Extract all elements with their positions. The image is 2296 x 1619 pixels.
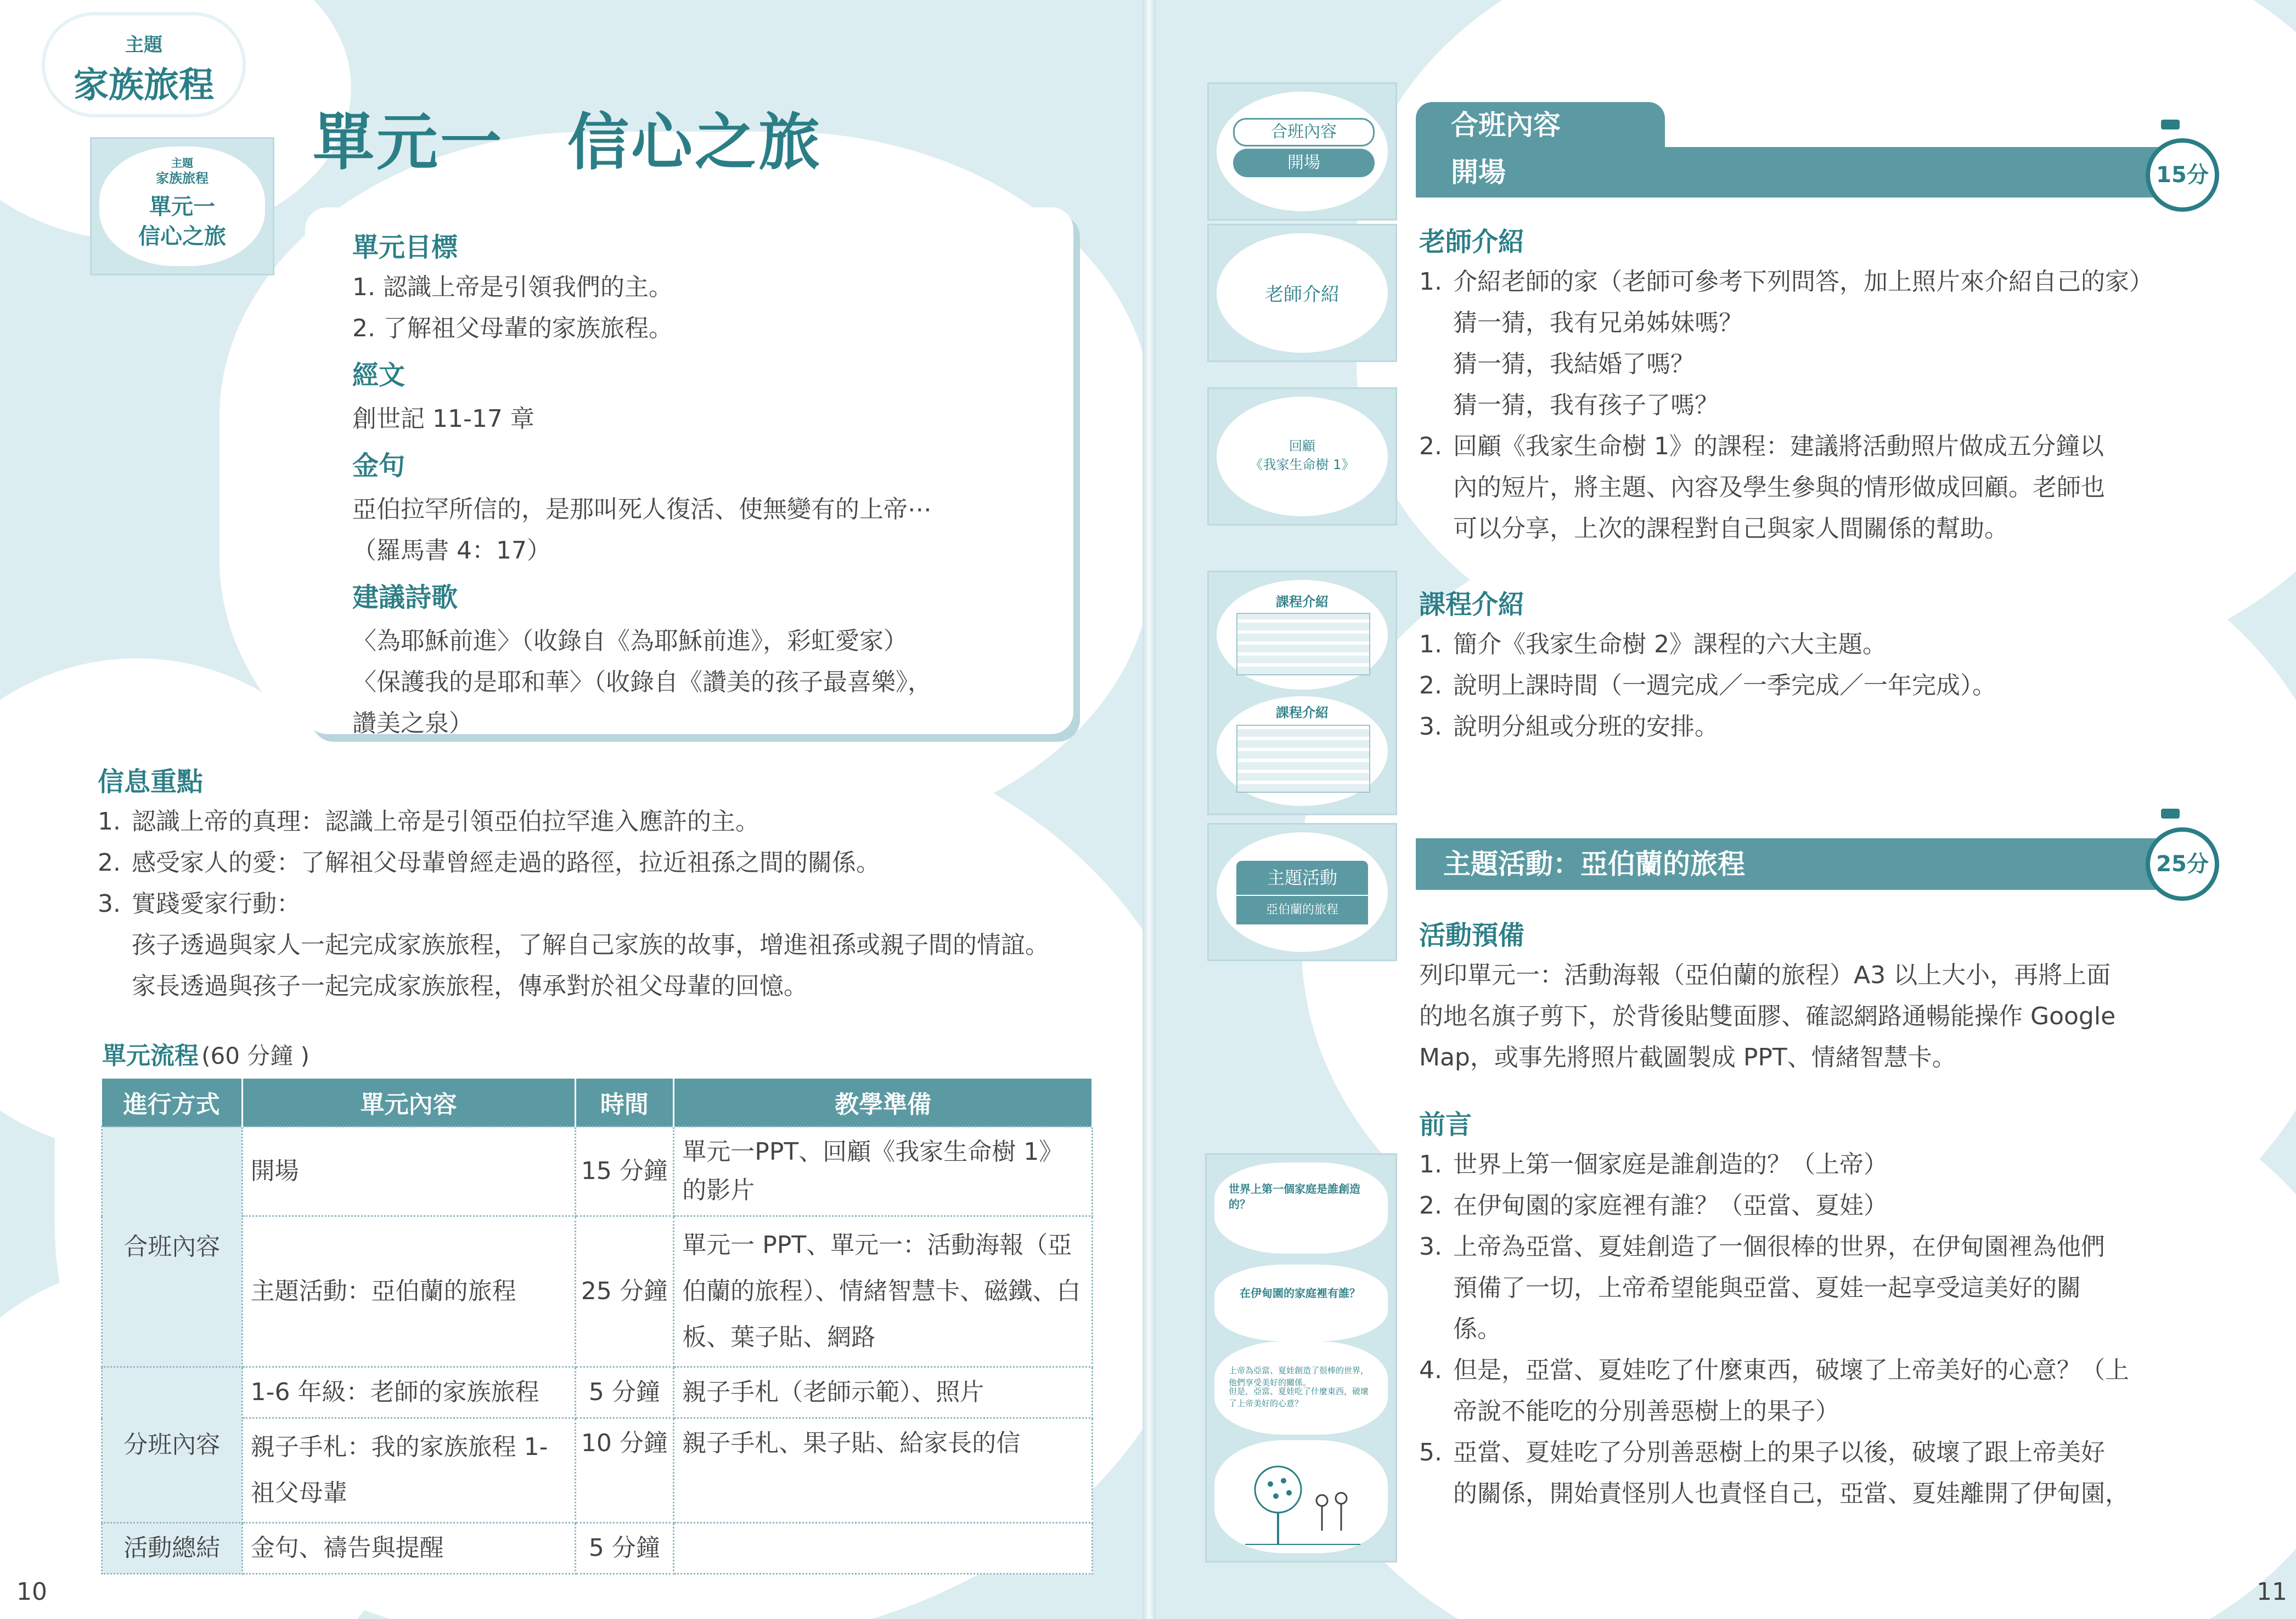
page-number-right: 11 xyxy=(2256,1578,2287,1606)
review-line: 內的短片，將主題、內容及學生參與的情形做成回顧。老師也 xyxy=(1453,473,2105,501)
intro-line: 帝說不能吃的分別善惡樹上的果子） xyxy=(1453,1397,1839,1425)
table-row xyxy=(102,1523,1093,1574)
opening-content xyxy=(1419,223,2275,747)
intro-heading: 前言 xyxy=(1419,1109,1472,1140)
book-gutter xyxy=(1143,0,1156,1619)
review-line: 可以分享，上次的課程對自己與家人間關係的幫助。 xyxy=(1453,515,2008,543)
slide-subtitle: 《我家生命樹 1》 xyxy=(1250,457,1355,472)
time-cell: 15 分鐘 xyxy=(575,1127,674,1216)
timer-badge: 25分 xyxy=(2146,827,2219,901)
verse-line: 亞伯拉罕所信的，是那叫死人復活、使無變有的上帝⋯ xyxy=(352,495,932,523)
song-line: 〈為耶穌前進〉（收錄自《為耶穌前進》，彩虹愛家） xyxy=(352,627,908,655)
review-item: 2. 回顧《我家生命樹 1》的課程：建議將活動照片做成五分鐘以 xyxy=(1419,432,2104,460)
activity-content xyxy=(1419,916,2275,1514)
slide-title: 課程介紹 xyxy=(1276,705,1329,720)
prep-cell: 單元一PPT、回顧《我家生命樹 1》的影片 xyxy=(674,1127,1093,1216)
table-row xyxy=(102,1216,1093,1367)
slide-subtitle: 亞伯蘭的旅程 xyxy=(1236,895,1368,924)
unit-flow-table xyxy=(101,1079,1093,1575)
slide-subtitle: 開場 xyxy=(1233,149,1375,177)
thumb-line2: 信心之旅 xyxy=(138,224,226,249)
slide-thumbnail xyxy=(1207,823,1397,961)
slide-thumbnail xyxy=(1207,571,1397,815)
teacher-question: 猜一猜，我有兄弟姊妹嗎？ xyxy=(1453,309,1743,337)
theme-label: 主題 xyxy=(125,34,162,56)
intro-line: 係。 xyxy=(1453,1315,1501,1343)
slide-text: 世界上第一個家庭是誰創造的？ xyxy=(1229,1182,1360,1211)
activity-title: 主題活動：亞伯蘭的旅程 xyxy=(1443,848,1745,880)
content-cell: 金句、禱告與提醒 xyxy=(242,1523,575,1574)
unit-thumbnail xyxy=(90,137,274,275)
flow-heading: 單元流程 xyxy=(102,1042,199,1070)
time-cell: 5 分鐘 xyxy=(575,1523,674,1574)
slide-text: 在伊甸園的家庭裡有誰？ xyxy=(1240,1287,1360,1300)
col-header: 時間 xyxy=(575,1079,674,1127)
key-point-sub: 孩子透過與家人一起完成家族旅程，了解自己家族的故事，增進祖孫或親子間的情誼。 xyxy=(132,931,1049,959)
prep-heading: 活動預備 xyxy=(1419,920,1525,951)
intro-line: 預備了一切，上帝希望能與亞當、夏娃一起享受這美好的關 xyxy=(1453,1274,2081,1302)
content-cell: 主題活動：亞伯蘭的旅程 xyxy=(242,1216,575,1367)
time-cell: 25 分鐘 xyxy=(575,1216,674,1367)
prep-line: 列印單元一：活動海報（亞伯蘭的旅程）A3 以上大小，再將上面 xyxy=(1419,961,2111,989)
teacher-question: 猜一猜，我有孩子了嗎？ xyxy=(1453,391,1719,419)
teacher-item: 1. 介紹老師的家（老師可參考下列問答，加上照片來介紹自己的家） xyxy=(1419,268,2153,296)
course-item: 2. 說明上課時間（一週完成／一季完成／一年完成）。 xyxy=(1419,672,1996,700)
scripture-heading: 經文 xyxy=(352,360,406,391)
slide-text: 但是，亞當、夏娃吃了什麼東西，破壞了上帝美好的心意？ xyxy=(1229,1386,1369,1408)
course-item: 1. 簡介《我家生命樹 2》課程的六大主題。 xyxy=(1419,630,1887,658)
opening-tab-bottom: 開場 xyxy=(1451,156,1506,188)
content-cell: 親子手札：我的家族旅程 1-祖父母輩 xyxy=(242,1418,575,1523)
songs-heading: 建議詩歌 xyxy=(352,582,458,613)
mode-cell: 分班內容 xyxy=(102,1367,243,1523)
slide-text: 上帝為亞當、夏娃創造了很棒的世界，他們享受美好的關係。 xyxy=(1229,1366,1369,1387)
col-header: 教學準備 xyxy=(674,1079,1093,1127)
course-table-preview xyxy=(1236,613,1370,675)
thumb-label: 主題 xyxy=(171,156,193,170)
tree-illustration-icon xyxy=(1240,1462,1366,1550)
goal-item: 2. 了解祖父母輩的家族旅程。 xyxy=(352,314,673,342)
table-row xyxy=(102,1418,1093,1523)
key-points-heading: 信息重點 xyxy=(98,766,204,797)
slide-title: 回顧 xyxy=(1289,438,1315,454)
slide-thumbnail xyxy=(1207,82,1397,221)
time-cell: 10 分鐘 xyxy=(575,1418,674,1523)
key-point-item: 1. 認識上帝的真理：認識上帝是引領亞伯拉罕進入應許的主。 xyxy=(98,808,759,836)
col-header: 進行方式 xyxy=(102,1079,243,1127)
thumb-theme: 家族旅程 xyxy=(156,171,209,186)
intro-line: 4. 但是，亞當、夏娃吃了什麼東西，破壞了上帝美好的心意？（上 xyxy=(1419,1356,2129,1384)
table-header xyxy=(102,1079,1093,1127)
slide-thumbnail xyxy=(1205,1153,1397,1562)
opening-tab-top: 合班內容 xyxy=(1451,109,1561,141)
goal-item: 1. 認識上帝是引領我們的主。 xyxy=(352,273,673,301)
teacher-question: 猜一猜，我結婚了嗎？ xyxy=(1453,350,1695,378)
right-page xyxy=(1148,0,2296,1619)
song-line: 〈保護我的是耶和華〉（收錄自《讚美的孩子最喜樂》， xyxy=(352,668,932,696)
goals-heading: 單元目標 xyxy=(352,232,458,263)
key-points xyxy=(98,763,1140,1007)
scripture-ref: 創世記 11-17 章 xyxy=(352,405,534,433)
intro-line: 1. 世界上第一個家庭是誰創造的？（上帝） xyxy=(1419,1150,1888,1178)
prep-line: 的地名旗子剪下，於背後貼雙面膠、確認網路通暢能操作 Google xyxy=(1419,1002,2116,1030)
slide-title: 課程介紹 xyxy=(1276,594,1329,610)
verse-line: （羅馬書 4：17） xyxy=(352,537,551,565)
theme-title: 家族旅程 xyxy=(74,65,214,106)
course-table-preview xyxy=(1236,725,1370,793)
table-row xyxy=(102,1127,1093,1216)
mode-cell: 活動總結 xyxy=(102,1523,243,1574)
unit-title: 單元一 信心之旅 xyxy=(313,107,822,178)
prep-cell xyxy=(674,1523,1093,1574)
prep-cell: 親子手札（老師示範）、照片 xyxy=(674,1367,1093,1418)
song-line: 讚美之泉） xyxy=(352,709,473,737)
slide-thumbnail xyxy=(1207,224,1397,362)
teacher-heading: 老師介紹 xyxy=(1419,227,1525,257)
course-heading: 課程介紹 xyxy=(1419,589,1525,620)
prep-line: Map，或事先將照片截圖製成 PPT、情緒智慧卡。 xyxy=(1419,1043,1956,1071)
verse-heading: 金句 xyxy=(352,450,406,481)
slide-thumbnail xyxy=(1207,387,1397,526)
prep-cell: 單元一 PPT、單元一：活動海報（亞伯蘭的旅程）、情緒智慧卡、磁鐵、白板、葉子貼、網路 xyxy=(674,1216,1093,1367)
page-number-left: 10 xyxy=(16,1578,47,1606)
key-point-item: 2. 感受家人的愛：了解祖父母輩曾經走過的路徑，拉近祖孫之間的關係。 xyxy=(98,849,880,877)
slide-title: 合班內容 xyxy=(1233,118,1375,146)
opening-bar xyxy=(1416,147,2217,198)
key-point-item: 3. 實踐愛家行動： xyxy=(98,890,301,918)
content-cell: 1-6 年級：老師的家族旅程 xyxy=(242,1367,575,1418)
mode-cell: 合班內容 xyxy=(102,1127,243,1367)
time-cell: 5 分鐘 xyxy=(575,1367,674,1418)
theme-badge xyxy=(45,15,243,114)
timer-badge: 15分 xyxy=(2146,138,2219,212)
content-cell: 開場 xyxy=(242,1127,575,1216)
unit-goals xyxy=(352,228,1066,744)
prep-cell: 親子手札、果子貼、給家長的信 xyxy=(674,1418,1093,1523)
intro-line: 3. 上帝為亞當、夏娃創造了一個很棒的世界，在伊甸園裡為他們 xyxy=(1419,1233,2105,1261)
intro-line: 的關係，開始責怪別人也責怪自己，亞當、夏娃離開了伊甸園， xyxy=(1453,1480,2129,1508)
course-item: 3. 說明分組或分班的安排。 xyxy=(1419,713,1719,741)
thumb-line1: 單元一 xyxy=(149,194,215,219)
timer-icon xyxy=(2161,809,2180,819)
intro-line: 5. 亞當、夏娃吃了分別善惡樹上的果子以後，破壞了跟上帝美好 xyxy=(1419,1439,2105,1466)
timer-icon xyxy=(2161,120,2180,129)
slide-title: 老師介紹 xyxy=(1265,284,1340,306)
key-point-sub: 家長透過與孩子一起完成家族旅程，傳承對於祖父母輩的回憶。 xyxy=(132,972,808,1000)
intro-line: 2. 在伊甸園的家庭裡有誰？（亞當、夏娃） xyxy=(1419,1192,1888,1220)
flow-title xyxy=(102,1037,309,1080)
flow-duration: (60 分鐘 ) xyxy=(201,1042,310,1069)
slide-title: 主題活動 xyxy=(1236,861,1368,895)
table-row xyxy=(102,1367,1093,1418)
col-header: 單元內容 xyxy=(242,1079,575,1127)
